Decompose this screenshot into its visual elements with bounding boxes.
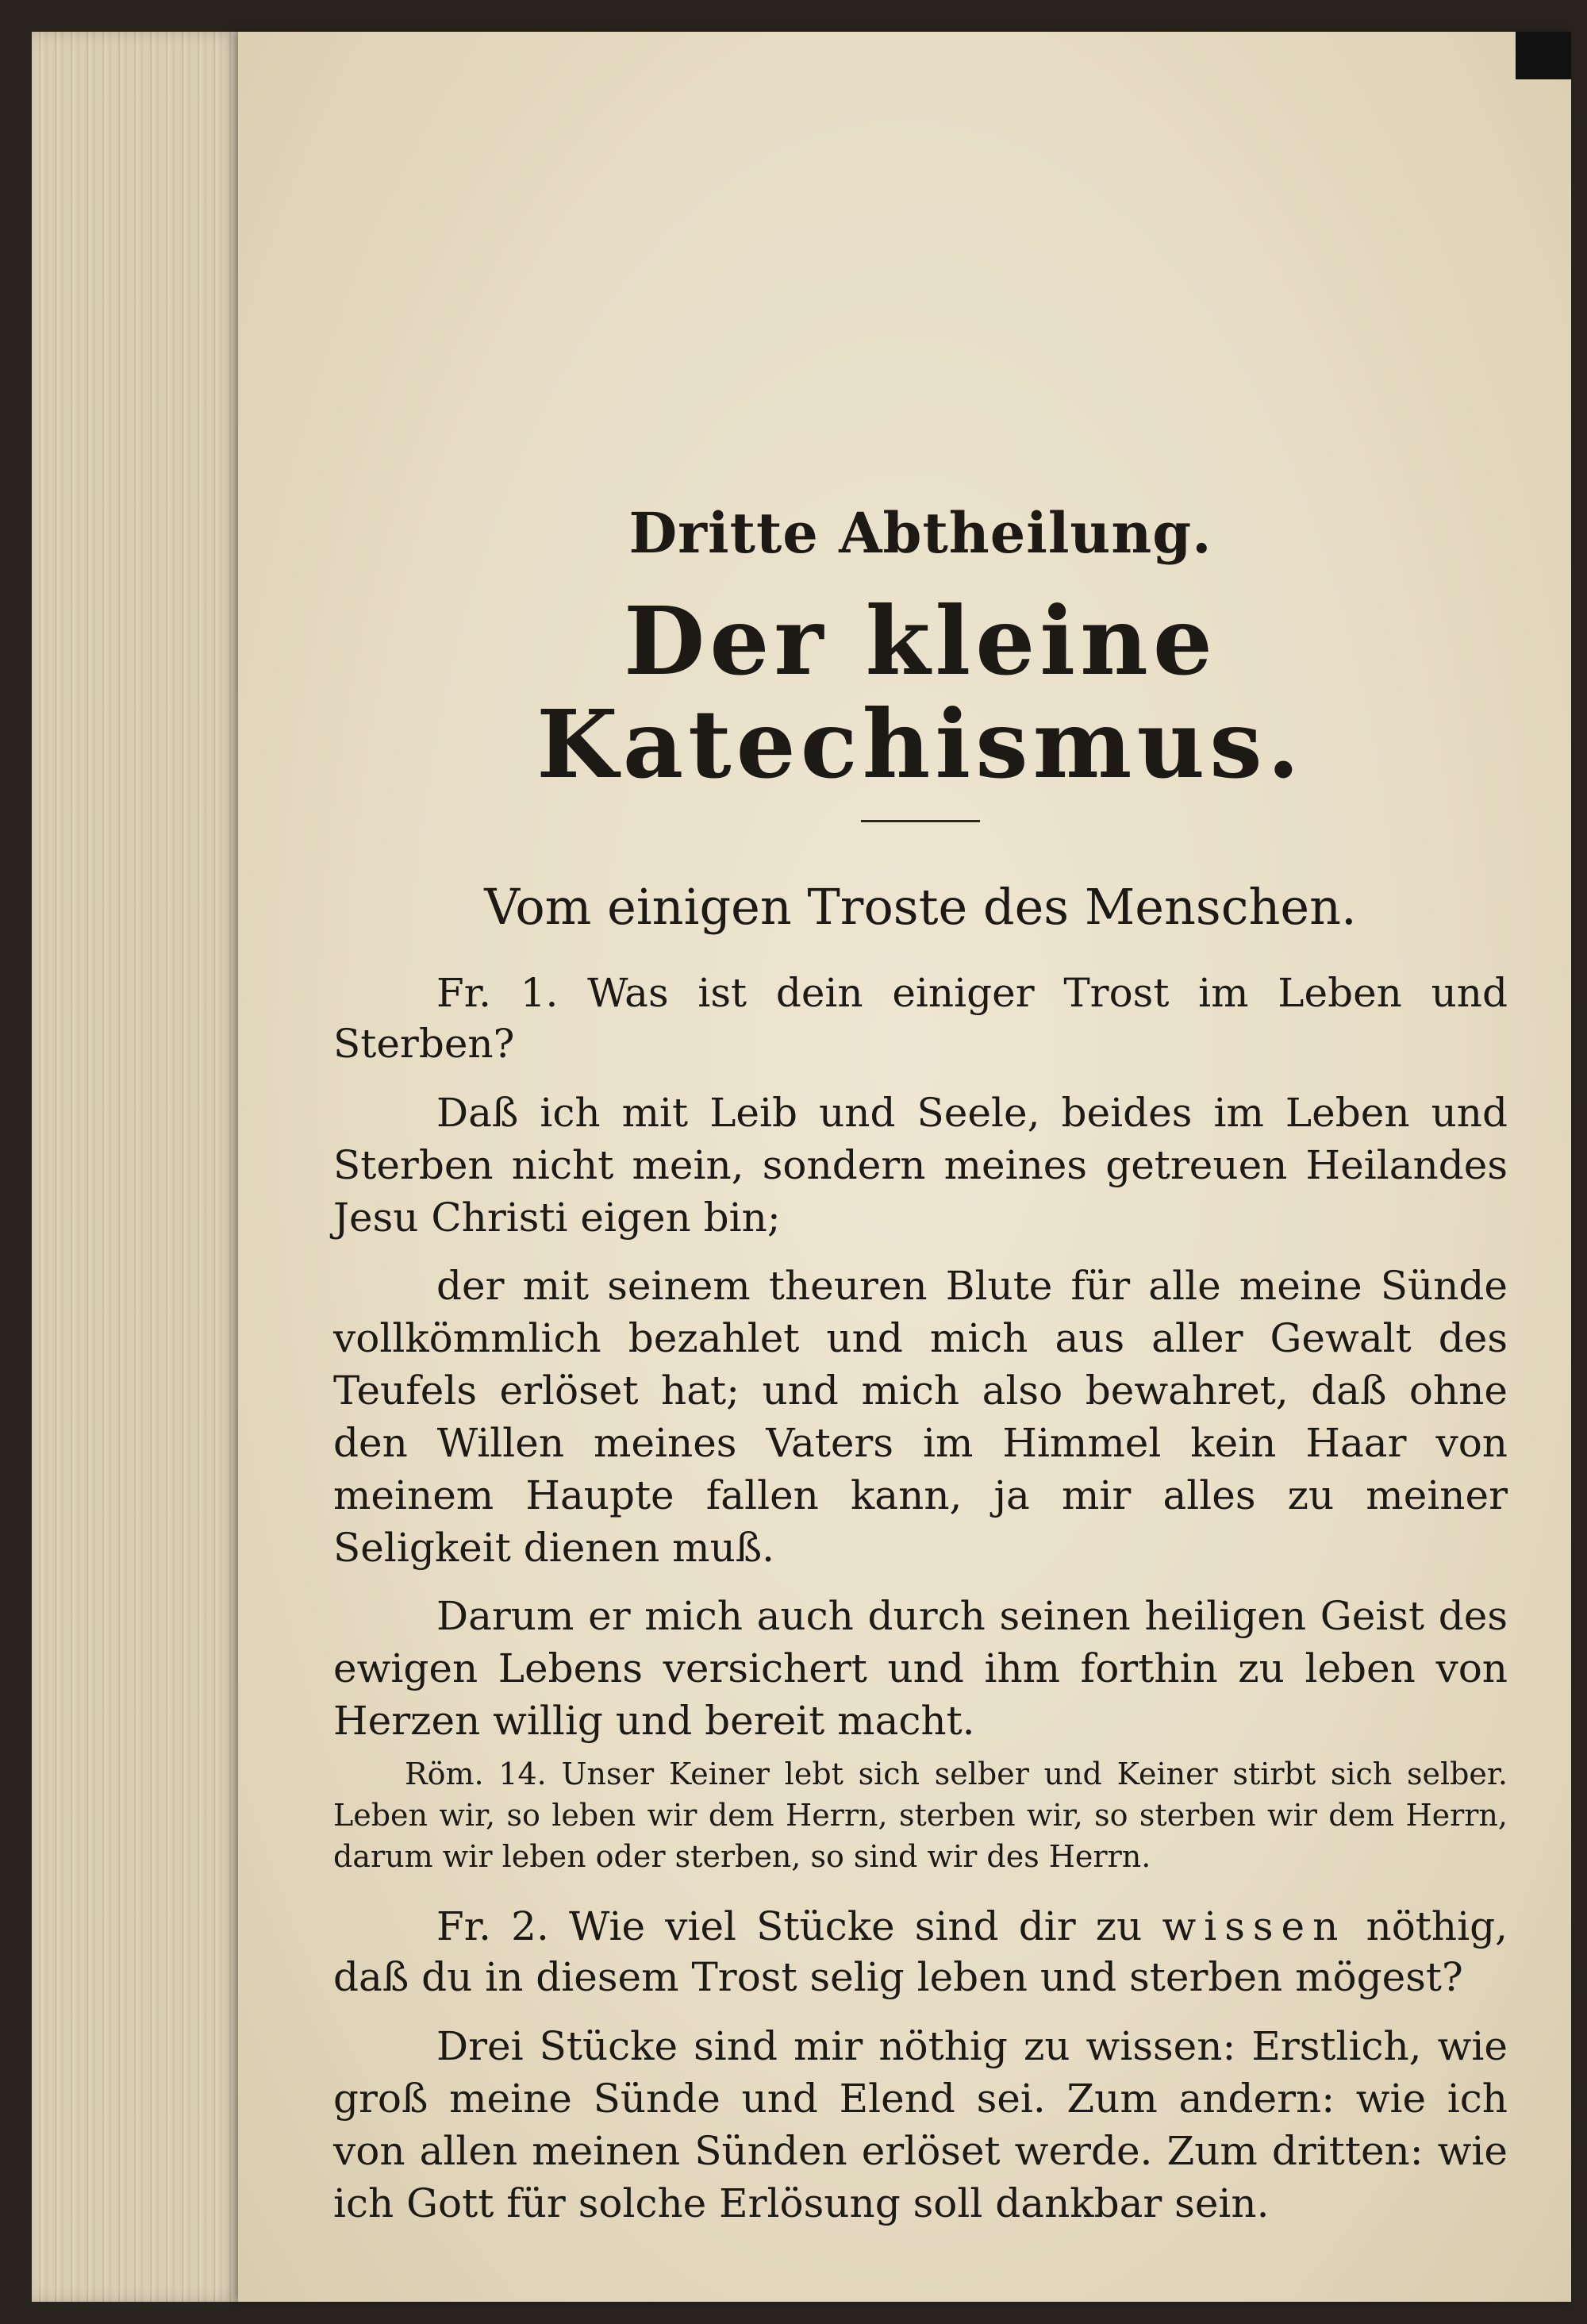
- question-2-emphasis: wissen: [1162, 1903, 1347, 1949]
- page-edges: [32, 32, 254, 2302]
- question-2: [333, 1901, 1508, 2003]
- answer-1-part-2: der mit seinem theuren Blute für alle meine Sünde vollkömmlich bezahlet und mich aus aller Gewalt des Teufels erlöset hat; und mich also bewahret, daß ohne den Willen meines Vaters im Himmel kein Haar von meinem Haupte fallen kann, ja mir alles zu meiner Seligkeit dienen muß.: [333, 1263, 1508, 1571]
- answer-1-part-1: Daß ich mit Leib und Seele, beides im Leben und Sterben nicht mein, sondern meines getreuen Heilandes Jesu Christi eigen bin;: [333, 1090, 1508, 1241]
- section-label: Dritte Abtheilung.: [628, 500, 1212, 566]
- page-content: [333, 500, 1508, 2230]
- answer-2: Drei Stücke sind mir nöthig zu wissen: Erstlich, wie groß meine Sünde und Elend sei. Zum andern: wie ich von allen meinen Sünden erlöset werde. Zum dritten: wie ich Gott für solche Erlösung soll dankbar sein.: [333, 2023, 1508, 2226]
- question-2-start: Fr. 2. Wie viel Stücke sind dir zu: [436, 1903, 1162, 1949]
- scripture-reference: Röm. 14. Unser Keiner lebt sich selber und Keiner stirbt sich selber. Leben wir, so leben wir dem Herrn, sterben wir, so sterben wir dem Herrn, darum wir leben oder sterben, so sind wir des Herrn.: [333, 1756, 1508, 1874]
- binding-corner: [1516, 32, 1571, 79]
- answer-1-part-3: Darum er mich auch durch seinen heiligen Geist des ewigen Lebens versichert und ihm forthin zu leben von Herzen willig und bereit macht.: [333, 1593, 1508, 1744]
- question-1: Fr. 1. Was ist dein einiger Trost im Leben und Sterben?: [333, 970, 1508, 1067]
- subheading: Vom einigen Troste des Menschen.: [484, 878, 1357, 936]
- page-title: Der kleine Katechismus.: [536, 586, 1305, 799]
- title-rule: [861, 820, 980, 822]
- question-2-end: nöthig, daß du in diesem Trost selig leben und sterben mögest?: [333, 1903, 1508, 2000]
